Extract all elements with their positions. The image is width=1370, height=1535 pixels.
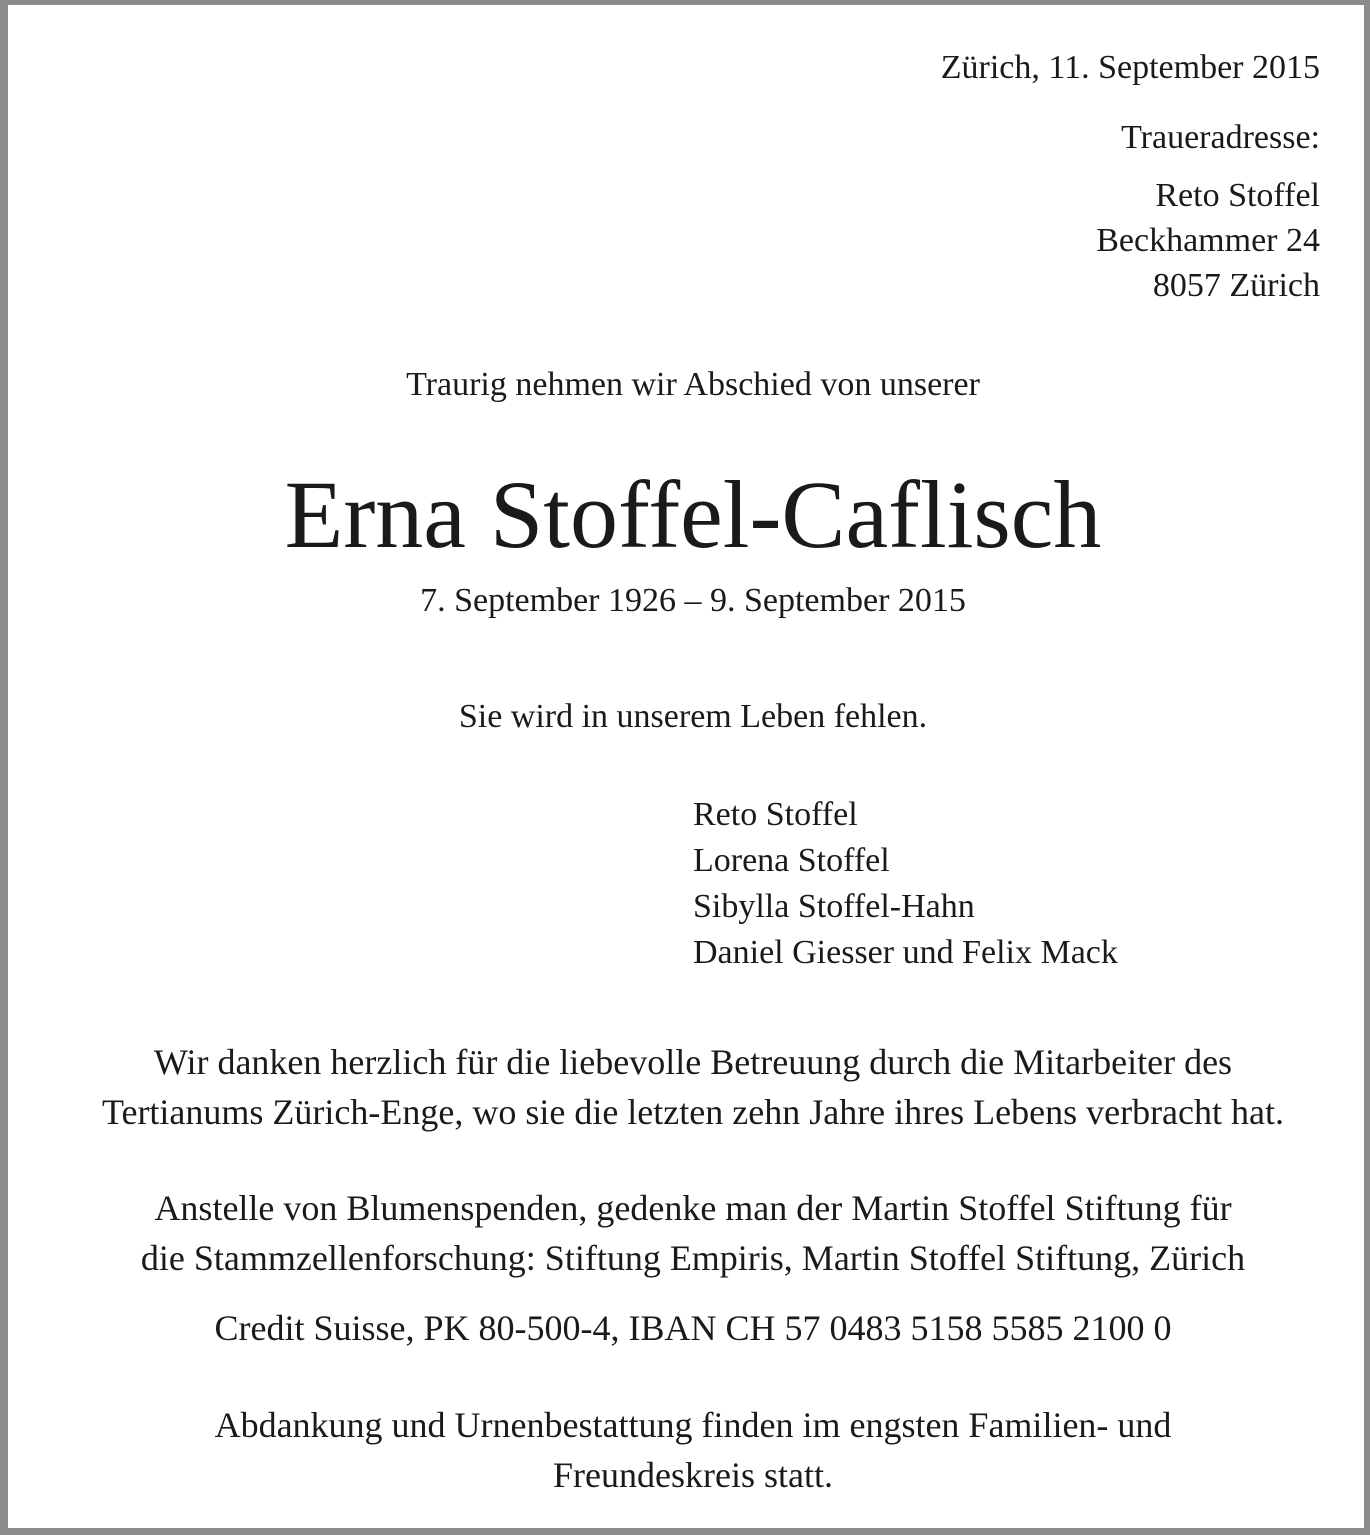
ceremony-paragraph	[8, 1400, 1370, 1500]
life-dates: 7. September 1926 – 9. September 2015	[420, 582, 966, 619]
ceremony-line: Abdankung und Urnenbestattung finden im engsten Familien- und	[214, 1405, 1172, 1445]
deceased-name: Erna Stoffel-Caflisch	[284, 461, 1102, 568]
thanks-line: Wir danken herzlich für die liebevolle Betreuung durch die Mitarbeiter des	[153, 1042, 1233, 1082]
bank-details: Credit Suisse, PK 80-500-4, IBAN CH 57 0483 5158 5585 2100 0	[214, 1308, 1172, 1348]
donation-line: die Stammzellenforschung: Stiftung Empiris, Martin Stoffel Stiftung, Zürich	[140, 1238, 1246, 1278]
family-member: Reto Stoffel	[693, 796, 858, 833]
donation-paragraph	[8, 1183, 1370, 1283]
mourning-address-label: Traueradresse:	[1121, 119, 1320, 156]
intro-line: Traurig nehmen wir Abschied von unserer	[406, 366, 980, 403]
family-member: Daniel Giesser und Felix Mack	[693, 934, 1118, 971]
ceremony-line: Freundeskreis statt.	[553, 1455, 833, 1495]
thanks-paragraph	[8, 1037, 1370, 1137]
family-signatures	[693, 792, 1118, 976]
family-member: Lorena Stoffel	[693, 842, 890, 879]
family-member: Sibylla Stoffel-Hahn	[693, 888, 975, 925]
donation-line: Anstelle von Blumenspenden, gedenke man der Martin Stoffel Stiftung für	[154, 1188, 1232, 1228]
mourning-address	[1096, 173, 1320, 308]
thanks-line: Tertianums Zürich-Enge, wo sie die letzten zehn Jahre ihres Lebens verbracht hat.	[101, 1092, 1284, 1132]
address-city: 8057 Zürich	[1152, 267, 1320, 304]
address-street: Beckhammer 24	[1096, 222, 1320, 259]
place-date: Zürich, 11. September 2015	[940, 49, 1320, 86]
address-name: Reto Stoffel	[1155, 177, 1320, 214]
closing-line: Sie wird in unserem Leben fehlen.	[458, 698, 928, 735]
